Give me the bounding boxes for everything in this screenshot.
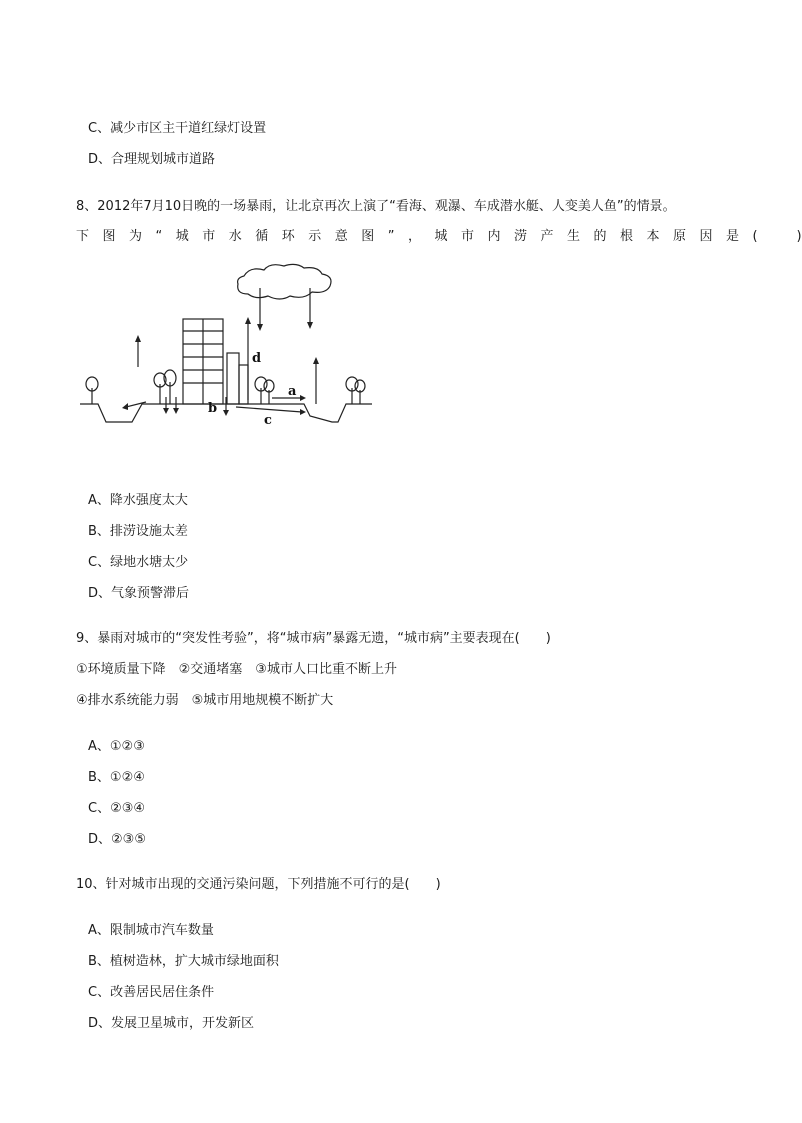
option-b: B、排涝设施太差 bbox=[88, 524, 188, 539]
option-a: A、降水强度太大 bbox=[88, 493, 188, 508]
option-c: C、②③④ bbox=[88, 801, 146, 816]
question-9-items-2: ④排水系统能力弱 ⑤城市用地规模不断扩大 bbox=[76, 693, 334, 708]
question-9-items-1: ①环境质量下降 ②交通堵塞 ③城市人口比重不断上升 bbox=[76, 662, 397, 677]
option-d: D、发展卫星城市，开发新区 bbox=[88, 1016, 255, 1031]
label-d: d bbox=[252, 351, 262, 366]
option-c: C、改善居民居住条件 bbox=[88, 985, 215, 1000]
mid-building bbox=[227, 353, 239, 404]
label-a: a bbox=[288, 384, 297, 399]
small-building bbox=[239, 365, 248, 404]
option-d: D、气象预警滞后 bbox=[88, 586, 190, 601]
option-b: B、①②④ bbox=[88, 770, 145, 785]
option-d: D、合理规划城市道路 bbox=[88, 152, 216, 167]
option-b: B、植树造林，扩大城市绿地面积 bbox=[88, 954, 279, 969]
option-c: C、减少市区主干道红绿灯设置 bbox=[88, 121, 267, 136]
option-a: A、①②③ bbox=[88, 739, 145, 754]
tree-icon bbox=[346, 377, 365, 404]
label-c: c bbox=[264, 413, 272, 428]
question-8-prompt: 下图为“城市水循环示意图”，城市内涝产生的根本原因是 bbox=[76, 229, 753, 244]
question-8-stem-line2 bbox=[76, 228, 802, 246]
question-9-stem: 9、暴雨对城市的“突发性考验”，将“城市病”暴露无遗，“城市病”主要表现在( ) bbox=[76, 631, 551, 646]
urban-water-cycle-diagram bbox=[76, 262, 376, 432]
answer-blank: ( ) bbox=[752, 229, 802, 244]
cloud-icon bbox=[238, 264, 331, 299]
option-d: D、②③⑤ bbox=[88, 832, 146, 847]
option-a: A、限制城市汽车数量 bbox=[88, 923, 214, 938]
label-b: b bbox=[208, 401, 218, 416]
option-c: C、绿地水塘太少 bbox=[88, 555, 189, 570]
question-8-stem: 8、2012年7月10日晚的一场暴雨，让北京再次上演了“看海、观瀑、车成潜水艇、人变美人鱼”的情景。 bbox=[76, 199, 676, 214]
tree-icon bbox=[255, 377, 274, 404]
tree-icon bbox=[154, 370, 176, 404]
tree-icon bbox=[86, 377, 98, 404]
question-10-stem: 10、针对城市出现的交通污染问题，下列措施不可行的是( ) bbox=[76, 877, 441, 892]
